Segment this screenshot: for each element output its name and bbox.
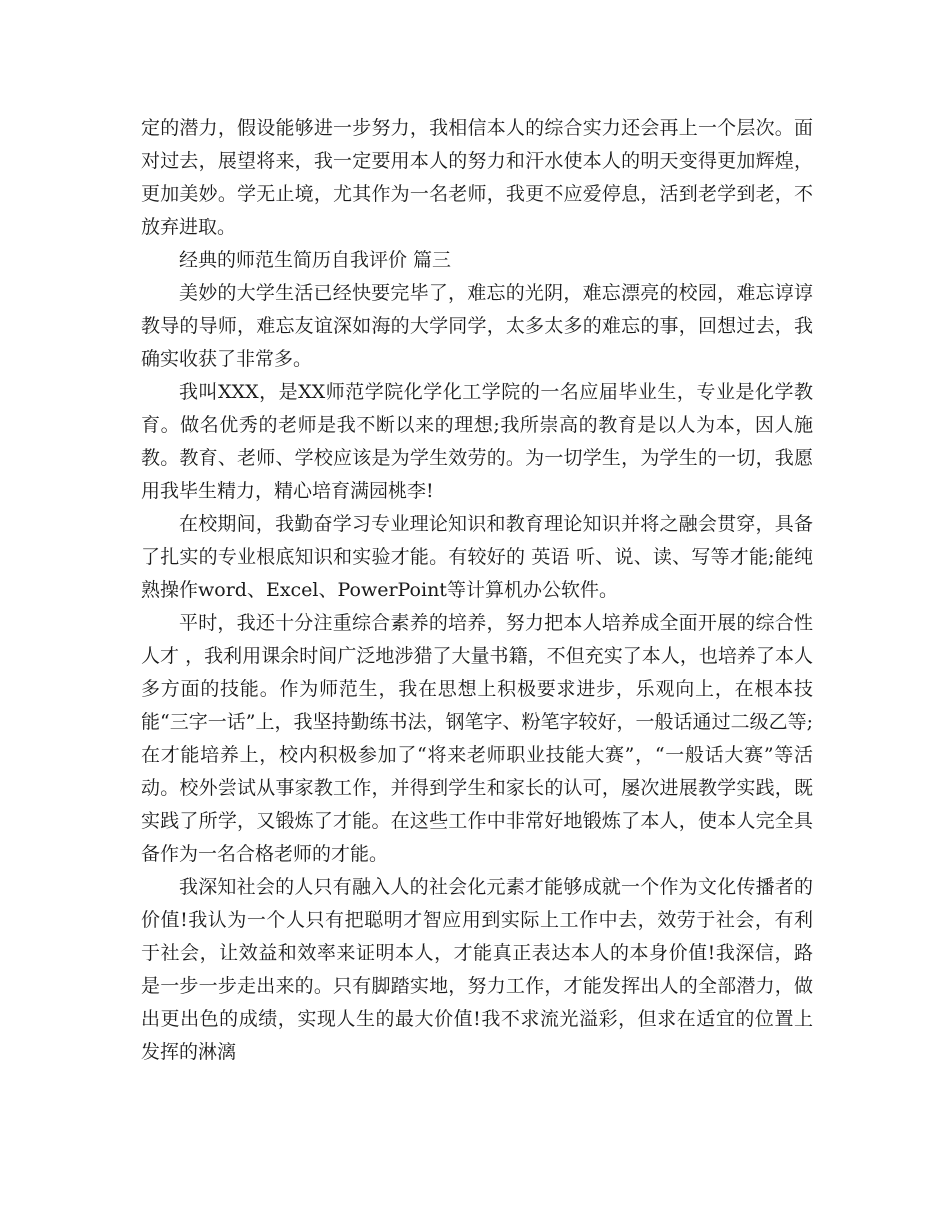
paragraph-intro: 美妙的大学生活已经快要完毕了，难忘的光阴，难忘漂亮的校园，难忘谆谆教导的导师，难忘友谊深如海的大学同学，太多太多的难忘的事，回想过去，我确实收获了非常多。 (141, 282, 813, 370)
paragraph-study: 在校期间，我勤奋学习专业理论知识和教育理论知识并将之融会贯穿，具备了扎实的专业根底知识和实验才能。有较好的 英语 听、说、读、写等才能;能纯熟操作word、Excel、PowerPoint等计算机办公软件。 (141, 513, 813, 601)
paragraph-values: 我深知社会的人只有融入人的社会化元素才能够成就一个作为文化传播者的价值!我认为一个人只有把聪明才智应用到实际上工作中去，效劳于社会，有利于社会，让效益和效率来证明本人，才能真正表达本人的本身价值!我深信，路是一步一步走出来的。只有脚踏实地，努力工作，才能发挥出人的全部潜力，做出更出色的成绩，实现人生的最大价值!我不求流光溢彩，但求在适宜的位置上发挥的淋漓 (141, 876, 813, 1063)
document-body (141, 112, 813, 1069)
paragraph-continuation: 定的潜力，假设能够进一步努力，我相信本人的综合实力还会再上一个层次。面对过去，展望将来，我一定要用本人的努力和汗水使本人的明天变得更加辉煌，更加美妙。学无止境，尤其作为一名老师，我更不应爱停息，活到老学到老，不放弃进取。 (141, 117, 813, 238)
paragraph-skills: 平时，我还十分注重综合素养的培养，努力把本人培养成全面开展的综合性人才 ，我利用课余时间广泛地涉猎了大量书籍，不但充实了本人，也培养了本人多方面的技能。作为师范生，我在思想上积极要求进步，乐观向上，在根本技能“三字一话”上，我坚持勤练书法，钢笔字、粉笔字较好，一般话通过二级乙等;在才能培养上，校内积极参加了“将来老师职业技能大赛”，“一般话大赛”等活动。校外尝试从事家教工作，并得到学生和家长的认可，屡次进展教学实践，既实践了所学，又锻炼了才能。在这些工作中非常好地锻炼了本人，使本人完全具备作为一名合格老师的才能。 (141, 612, 813, 865)
section-heading: 经典的师范生简历自我评价 篇三 (179, 249, 452, 271)
paragraph-self-introduction: 我叫XXX，是XX师范学院化学化工学院的一名应届毕业生，专业是化学教育。做名优秀的老师是我不断以来的理想;我所崇高的教育是以人为本，因人施教。教育、老师、学校应该是为学生效劳的。为一切学生，为学生的一切，我愿用我毕生精力，精心培育满园桃李! (141, 381, 813, 502)
